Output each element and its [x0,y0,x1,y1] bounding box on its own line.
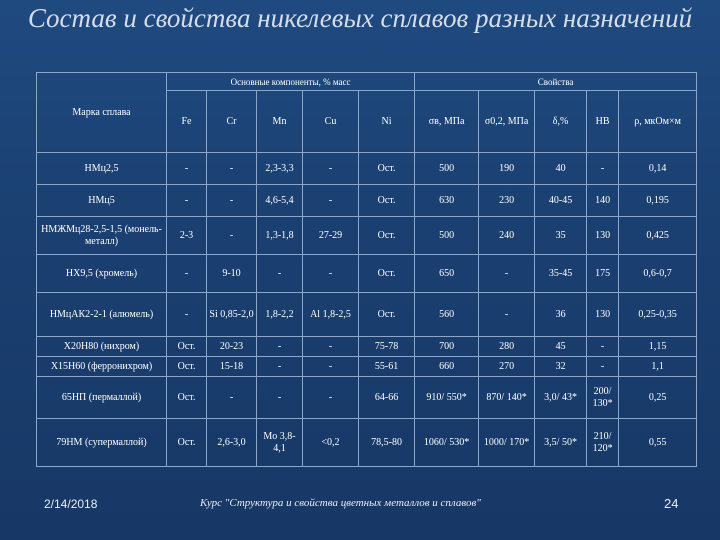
table-cell: 2,6-3,0 [207,419,257,467]
table-cell: Ост. [359,255,415,293]
table-cell: 660 [415,357,479,377]
alloy-properties-table [36,72,697,467]
table-cell: - [257,337,303,357]
table-cell: 35 [535,217,587,255]
header-properties: Свойства [415,73,697,91]
column-header: Ni [359,91,415,153]
table-cell: 0,25 [619,377,697,419]
table-cell: 20-23 [207,337,257,357]
column-header: Cu [303,91,359,153]
table-cell: - [167,153,207,185]
table-cell: 9-10 [207,255,257,293]
column-header: σв, МПа [415,91,479,153]
table-cell: 3,0/ 43* [535,377,587,419]
table-cell: - [257,377,303,419]
table-row [37,255,697,293]
table-cell: 36 [535,293,587,337]
table-cell: 1,1 [619,357,697,377]
alloy-grade: НХ9,5 (хромель) [37,255,167,293]
column-header: Fe [167,91,207,153]
column-header: Cr [207,91,257,153]
column-header: σ0,2, МПа [479,91,535,153]
table-cell: 32 [535,357,587,377]
table-cell: 190 [479,153,535,185]
table-cell: 2-3 [167,217,207,255]
table-cell: 1,8-2,2 [257,293,303,337]
footer-course: Курс "Структура и свойства цветных металлов и сплавов" [200,497,481,509]
table-cell: Ост. [359,185,415,217]
table-cell: Al 1,8-2,5 [303,293,359,337]
table-cell: 1,3-1,8 [257,217,303,255]
column-header: ρ, мкОм×м [619,91,697,153]
table-row [37,153,697,185]
table-cell: 78,5-80 [359,419,415,467]
table-cell: 870/ 140* [479,377,535,419]
table-cell: 0,25-0,35 [619,293,697,337]
table-row [37,357,697,377]
table-cell: 1060/ 530* [415,419,479,467]
alloy-grade: НМЖМц28-2,5-1,5 (монель-металл) [37,217,167,255]
table-cell: - [303,377,359,419]
alloy-grade: НМц2,5 [37,153,167,185]
table-cell: Si 0,85-2,0 [207,293,257,337]
alloy-grade: 65НП (пермаллой) [37,377,167,419]
table-cell: 45 [535,337,587,357]
table-cell: - [257,255,303,293]
table-cell: 27-29 [303,217,359,255]
table-cell: 15-18 [207,357,257,377]
table-cell: 140 [587,185,619,217]
column-header: HB [587,91,619,153]
table-cell: 500 [415,217,479,255]
table-cell: - [303,357,359,377]
table-cell: 0,55 [619,419,697,467]
table-cell: - [167,185,207,217]
table-cell: 270 [479,357,535,377]
table-cell: - [207,377,257,419]
table-cell: 0,425 [619,217,697,255]
table-cell: - [303,337,359,357]
table-cell: 40-45 [535,185,587,217]
column-header: δ,% [535,91,587,153]
table-cell: 64-66 [359,377,415,419]
table-cell: Mo 3,8-4,1 [257,419,303,467]
table-row [37,293,697,337]
table-cell: 1000/ 170* [479,419,535,467]
table-cell: 75-78 [359,337,415,357]
table-cell: - [479,293,535,337]
table-cell: - [207,153,257,185]
table-cell: Ост. [167,377,207,419]
alloy-grade: Х20Н80 (нихром) [37,337,167,357]
header-grade: Марка сплава [37,73,167,153]
alloy-grade: НМц5 [37,185,167,217]
table-cell: Ост. [167,337,207,357]
table-cell: Ост. [359,293,415,337]
table-cell: 130 [587,293,619,337]
table-row [37,185,697,217]
table-cell: - [207,217,257,255]
table-cell: 200/ 130* [587,377,619,419]
table-cell: 2,3-3,3 [257,153,303,185]
slide-title: Состав и свойства никелевых сплавов разных назначений [27,3,693,33]
table-cell: 630 [415,185,479,217]
table-cell: - [167,255,207,293]
table-cell: 210/ 120* [587,419,619,467]
table-cell: <0,2 [303,419,359,467]
table-cell: 1,15 [619,337,697,357]
table-cell: Ост. [167,357,207,377]
page-number: 24 [664,496,679,511]
header-composition: Основные компоненты, % масс [167,73,415,91]
table-cell: 910/ 550* [415,377,479,419]
table-cell: 3,5/ 50* [535,419,587,467]
table-row [37,419,697,467]
column-header: Mn [257,91,303,153]
table-cell: - [587,153,619,185]
table-cell: 4,6-5,4 [257,185,303,217]
table-cell: 280 [479,337,535,357]
table-cell: - [207,185,257,217]
footer-date: 2/14/2018 [44,497,98,511]
table-cell: 230 [479,185,535,217]
table-cell: 0,14 [619,153,697,185]
table-row [37,377,697,419]
table-cell: - [587,337,619,357]
table-row [37,337,697,357]
table-row [37,217,697,255]
table-cell: - [303,185,359,217]
table-cell: - [479,255,535,293]
table-cell: - [167,293,207,337]
table-cell: - [303,255,359,293]
table-cell: - [303,153,359,185]
alloy-grade: 79НМ (супермаллой) [37,419,167,467]
alloy-grade: НМцАК2-2-1 (алюмель) [37,293,167,337]
table-cell: Ост. [359,153,415,185]
table-cell: 55-61 [359,357,415,377]
table-cell: 700 [415,337,479,357]
table-cell: - [257,357,303,377]
table-cell: 650 [415,255,479,293]
alloy-grade: Х15Н60 (ферронихром) [37,357,167,377]
table-cell: 175 [587,255,619,293]
table-cell: 40 [535,153,587,185]
table-cell: Ост. [359,217,415,255]
table-cell: 500 [415,153,479,185]
table-cell: 0,6-0,7 [619,255,697,293]
table-cell: - [587,357,619,377]
table-cell: Ост. [167,419,207,467]
table-cell: 0,195 [619,185,697,217]
table-cell: 35-45 [535,255,587,293]
table-cell: 240 [479,217,535,255]
table-cell: 560 [415,293,479,337]
table-cell: 130 [587,217,619,255]
